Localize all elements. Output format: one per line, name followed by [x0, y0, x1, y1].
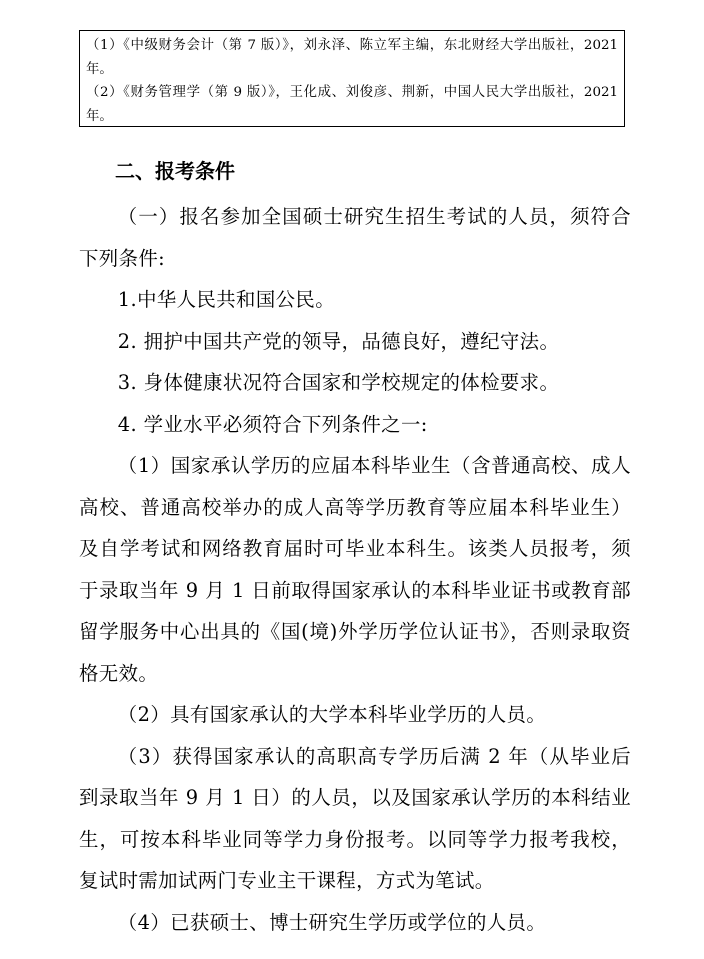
condition-2: 2. 拥护中国共产党的领导，品德良好，遵纪守法。 [117, 329, 560, 353]
section-body [79, 196, 631, 943]
sub-condition-4: （4）已获硕士、博士研究生学历或学位的人员。 [117, 910, 547, 934]
section-heading: 二、报考条件 [115, 159, 235, 183]
sub-condition-3: （3）获得国家承认的高职高专学历后满 2 年（从毕业后到录取当年 9 月 1 日）的人员，以及国家承认学历的本科结业生，可按本科毕业同等学力身份报考。以同等学力报考我校，复试时需加试两门专业主干课程，方式为笔试。 [79, 744, 631, 892]
reference-box [79, 30, 625, 127]
condition-4: 4. 学业水平必须符合下列条件之一: [117, 412, 428, 436]
reference-item-1: （1）《中级财务会计（第 7 版）》，刘永泽、陈立军主编，东北财经大学出版社，2021 年。 [86, 38, 618, 77]
condition-1: 1.中华人民共和国公民。 [117, 288, 336, 311]
sub-condition-1: （1）国家承认学历的应届本科毕业生（含普通高校、成人高校、普通高校举办的成人高等学历教育等应届本科毕业生）及自学考试和网络教育届时可毕业本科生。该类人员报考，须于录取当年 9 月 1 日前取得国家承认的本科毕业证书或教育部留学服务中心出具的《国(境)外学历学位认证书》，否则录取资格无效。 [79, 454, 631, 685]
paragraph-intro: （一）报名参加全国硕士研究生招生考试的人员，须符合下列条件: [79, 205, 631, 270]
condition-3: 3. 身体健康状况符合国家和学校规定的体检要求。 [117, 371, 560, 394]
reference-item-2: （2）《财务管理学（第 9 版）》，王化成、刘俊彦、荆新，中国人民大学出版社，2021 年。 [86, 85, 618, 124]
sub-condition-2: （2）具有国家承认的大学本科毕业学历的人员。 [117, 703, 547, 726]
